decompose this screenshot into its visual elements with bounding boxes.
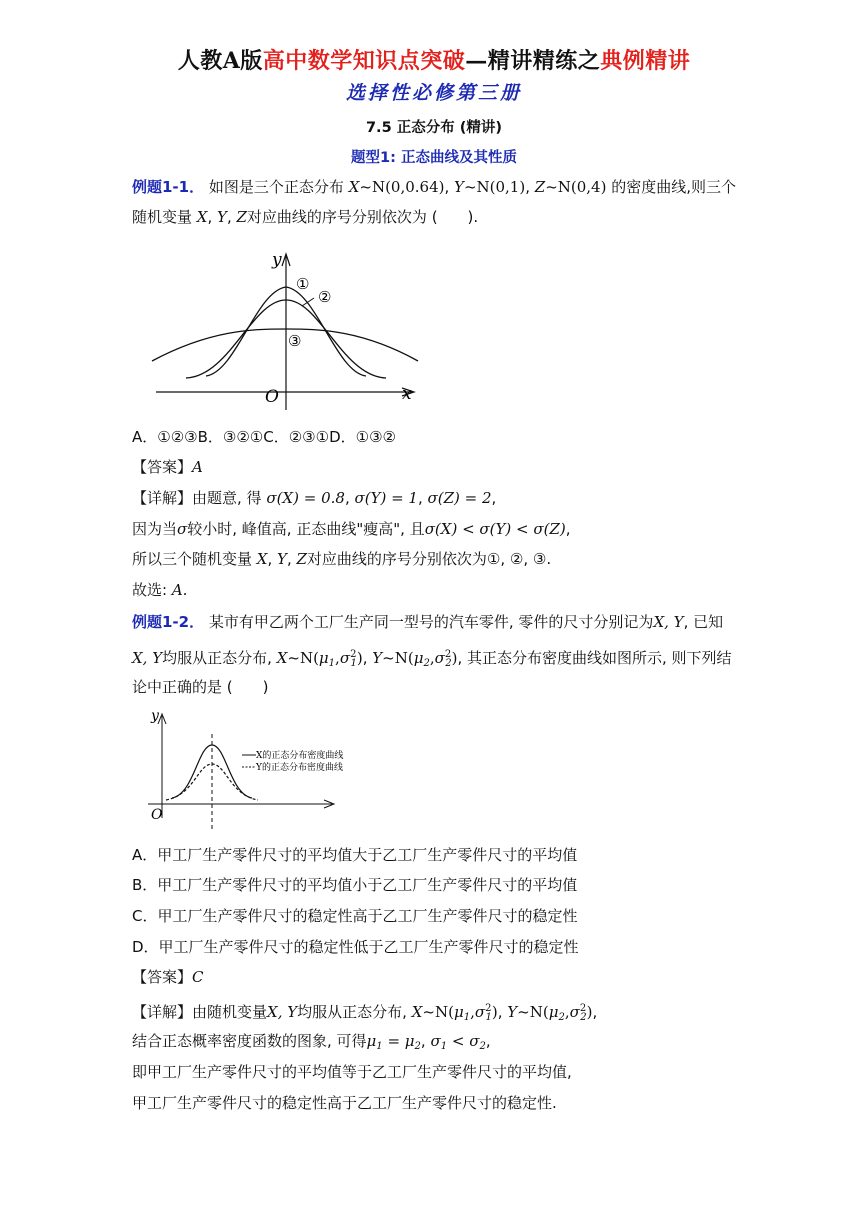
example1-detail3-a: 所以三个随机变量 xyxy=(132,550,253,568)
fig2-legend-y: Y的正态分布密度曲线 xyxy=(256,763,343,773)
example1-stem-b: 的密度曲线,则三个 xyxy=(611,178,737,196)
example1-detail3-x: X xyxy=(256,550,268,568)
example2-option-d: D．甲工厂生产零件尺寸的稳定性低于乙工厂生产零件尺寸的稳定性 xyxy=(132,938,579,956)
example2-detail1-xy: X, Y xyxy=(267,1003,298,1021)
example1-detail-line3: 所以三个随机变量 X, Y, Z对应曲线的序号分别依次为①, ②, ③. xyxy=(132,550,552,568)
example2-answer xyxy=(132,967,752,987)
example2-detail-line3: 即甲工厂生产零件尺寸的平均值等于乙工厂生产零件尺寸的平均值, xyxy=(132,1063,572,1081)
curve-3 xyxy=(152,329,418,361)
example1-choose xyxy=(132,580,752,600)
example2-stem1: 某市有甲乙两个工厂生产同一型号的汽车零件, 零件的尺寸分别记为 xyxy=(208,613,654,631)
curve-1-label: ① xyxy=(296,275,310,293)
fig2-y-label: y xyxy=(151,708,159,724)
example1-answer-value: A xyxy=(192,458,203,476)
example1-figure xyxy=(140,244,430,414)
fig2-legend-x: X的正态分布密度曲线 xyxy=(256,751,344,761)
example1-answer-label: 【答案】 xyxy=(132,458,193,476)
example1-dist-y: ~N(0,1) xyxy=(463,178,526,196)
example1-detail2-sigma: σ xyxy=(177,520,188,538)
example1-answer xyxy=(132,457,752,477)
example1-dist-x: ~N(0,0.64) xyxy=(359,178,445,196)
example1-var-z: Z xyxy=(534,178,546,196)
example2-stem-line3: 论中正确的是 ( ) xyxy=(132,678,269,696)
curve-2-label: ② xyxy=(318,288,332,306)
example1-option-d: D．①③② xyxy=(329,428,396,446)
example1-detail-line2: 因为当σ较小时, 峰值高, 正态曲线"瘦高", 且σ(X) < σ(Y) < σ(Z), xyxy=(132,520,571,538)
example1-detail1-a: 由题意, 得 xyxy=(192,489,262,507)
header-title xyxy=(0,44,868,75)
example1-detail3-y: Y xyxy=(277,550,287,568)
example1-dist-z: ~N(0,4) xyxy=(545,178,607,196)
header-title-part3: —精讲精练之 xyxy=(465,48,601,74)
example1-option-a: A．①②③ xyxy=(132,428,198,446)
header-title-part2: 高中数学知识点突破 xyxy=(262,48,466,74)
example1-line2-b: 对应曲线的序号分别依次为 ( ). xyxy=(246,208,479,226)
x-axis-label: x xyxy=(402,384,412,404)
example1-choose-a: 故选: xyxy=(132,581,168,599)
example2-label: 例题1-2． xyxy=(132,613,205,631)
example2-detail2-a: 结合正态概率密度函数的图象, 可得 xyxy=(132,1032,367,1050)
example1-stem-a: 如图是三个正态分布 xyxy=(208,178,344,196)
header-subtitle: 选择性必修第三册 xyxy=(345,82,522,104)
example1-detail3-z: Z xyxy=(296,550,307,568)
example1-options xyxy=(132,427,752,447)
example2-stem2-end: 均服从正态分布, xyxy=(162,649,272,667)
example2-option-b: B．甲工厂生产零件尺寸的平均值小于乙工厂生产零件尺寸的平均值 xyxy=(132,876,578,894)
example1-detail1-d: σ(Z) = 2 xyxy=(427,489,492,507)
example2-detail-line1: 【详解】由随机变量X, Y均服从正态分布, $X\sim N(\mu_1,\sigma^2_1)$, $Y\sim N(\mu_2,\sigma^2_2)$, xyxy=(132,1003,598,1023)
example1-detail2-a: 因为当 xyxy=(132,520,178,538)
example2-stem1-xy: X, Y xyxy=(653,613,684,631)
example1-detail1-c: σ(Y) = 1 xyxy=(354,489,418,507)
example2-stem-line2: X, Y均服从正态分布, $X\sim N(\mu_1,\sigma^2_1)$, $Y\sim N(\mu_2,\sigma^2_2)$, 其正态分布密度曲线如图所示, 则下列结 xyxy=(132,649,732,669)
section-title: 7.5 正态分布 (精讲) xyxy=(365,120,503,136)
example1-line2-a: 随机变量 xyxy=(132,208,193,226)
curve-3-label: ③ xyxy=(288,332,302,350)
type-title: 题型1: 正态曲线及其性质 xyxy=(351,150,517,166)
example2-answer-value: C xyxy=(192,968,204,986)
example1-detail1-b: σ(X) = 0.8 xyxy=(266,489,345,507)
example1-detail2-b: 较小时, 峰值高, 正态曲线"瘦高", 且 xyxy=(187,520,425,538)
origin-label: O xyxy=(265,387,279,407)
example1-detail3-b: 对应曲线的序号分别依次为①, ②, ③. xyxy=(306,550,552,568)
fig2-origin-label: O xyxy=(151,807,163,823)
example2-stem2-tail: , 其正态分布密度曲线如图所示, 则下列结 xyxy=(457,649,732,667)
y-axis-label: y xyxy=(272,250,282,270)
example1-option-c: C．②③① xyxy=(263,428,330,446)
example1-line2-x: X xyxy=(196,208,208,226)
header-title-part4: 典例精讲 xyxy=(600,48,691,74)
example1-line2-y: Y xyxy=(217,208,227,226)
example2-detail-line4: 甲工厂生产零件尺寸的稳定性高于乙工厂生产零件尺寸的稳定性. xyxy=(132,1094,557,1112)
example1-stem-line1: 例题1-1． 如图是三个正态分布 X~N(0,0.64), Y~N(0,1), Z~N(0,4) 的密度曲线,则三个 xyxy=(132,178,737,196)
example2-figure xyxy=(140,706,370,834)
example1-option-b: B．③②① xyxy=(197,428,264,446)
example2-stem-line1 xyxy=(132,612,752,632)
example1-stem-line2: 随机变量 X, Y, Z对应曲线的序号分别依次为 ( ). xyxy=(132,208,479,226)
example1-var-y: Y xyxy=(454,178,464,196)
example1-detail-label: 【详解】 xyxy=(132,489,193,507)
example1-detail2-c: σ(X) < σ(Y) < σ(Z) xyxy=(424,520,566,538)
example2-option-a: A．甲工厂生产零件尺寸的平均值大于乙工厂生产零件尺寸的平均值 xyxy=(132,846,578,864)
example2-stem2-xy: X, Y xyxy=(132,649,163,667)
example2-detail1-a: 由随机变量 xyxy=(192,1003,268,1021)
example1-detail-line1: 【详解】由题意, 得 σ(X) = 0.8, σ(Y) = 1, σ(Z) = 2, xyxy=(132,489,497,507)
header-title-part1: 人教A版 xyxy=(177,48,263,74)
example2-detail-label: 【详解】 xyxy=(132,1003,193,1021)
example2-detail-line2: 结合正态概率密度函数的图象, 可得$\mu_1 = \mu_2$, $\sigma_1 < \sigma_2$, xyxy=(132,1032,491,1052)
example2-option-c: C．甲工厂生产零件尺寸的稳定性高于乙工厂生产零件尺寸的稳定性 xyxy=(132,907,578,925)
example1-var-x: X xyxy=(348,178,360,196)
example2-stem1-end: , 已知 xyxy=(683,613,724,631)
example1-choose-b: A. xyxy=(171,581,188,599)
example1-line2-z: Z xyxy=(236,208,247,226)
example2-answer-label: 【答案】 xyxy=(132,968,193,986)
example1-label: 例题1-1． xyxy=(132,178,205,196)
example2-detail1-b: 均服从正态分布, xyxy=(297,1003,407,1021)
